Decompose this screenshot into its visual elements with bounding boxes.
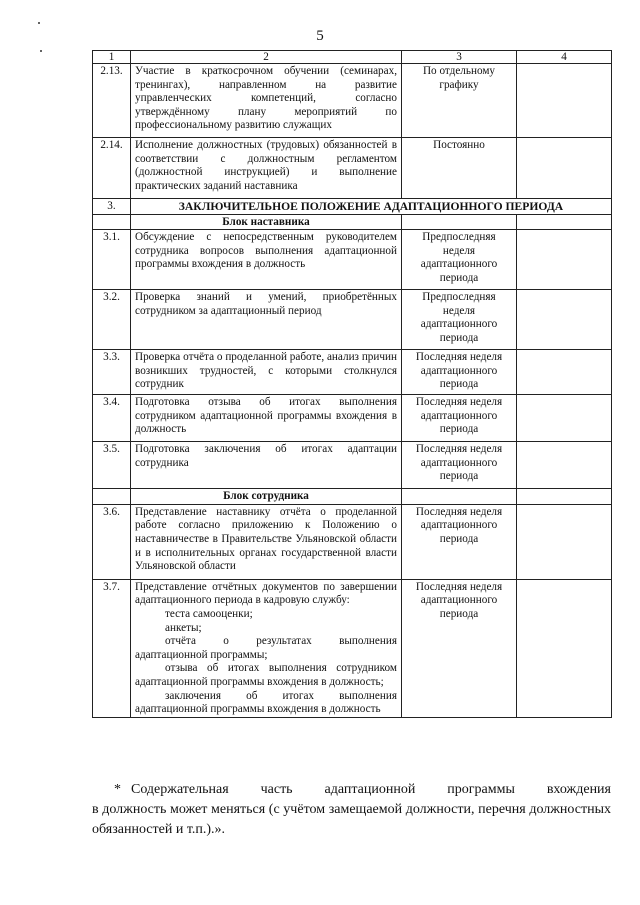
page-number: 5 (316, 28, 324, 44)
column-header-1: 1 (93, 51, 131, 64)
row-number: 3.1. (93, 230, 131, 290)
row-description: Исполнение должностных (трудовых) обязанностей в соответствии с должностным регламентом (должностной инструкцией) и выполнение практических заданий наставника (131, 138, 402, 199)
table-row-3-1 (93, 230, 612, 290)
block-row-employee (93, 489, 612, 505)
row-term: Последняя неделя адаптационного периода (402, 350, 517, 395)
row-note (517, 504, 612, 579)
adaptation-plan-table (92, 50, 612, 718)
row-term: Последняя неделя адаптационного периода (402, 442, 517, 489)
row-term: Последняя неделя адаптационного периода (402, 579, 517, 717)
footnote (92, 780, 611, 840)
block-title-mentor: Блок наставника (131, 214, 402, 230)
row-note (517, 230, 612, 290)
row-note (517, 64, 612, 138)
row-intro: Представление отчётных документов по завершении адаптационного периода в кадровую службу: (135, 580, 397, 607)
table-row-3-4 (93, 395, 612, 442)
section-number: 3. (93, 199, 131, 215)
row-number: 2.14. (93, 138, 131, 199)
table-row-2-14 (93, 138, 612, 199)
row-term: Последняя неделя адаптационного периода (402, 395, 517, 442)
section-title: ЗАКЛЮЧИТЕЛЬНОЕ ПОЛОЖЕНИЕ АДАПТАЦИОННОГО ПЕРИОДА (131, 199, 612, 215)
row-number: 3.4. (93, 395, 131, 442)
row-note (517, 138, 612, 199)
row-number: 2.13. (93, 64, 131, 138)
row-term: По отдельному графику (402, 64, 517, 138)
table-row-3-3 (93, 350, 612, 395)
row-description: Подготовка отзыва об итогах выполнения сотрудником адаптационной программы вхождения в должность (131, 395, 402, 442)
column-header-4: 4 (517, 51, 612, 64)
row-term: Последняя неделя адаптационного периода (402, 504, 517, 579)
empty-cell (93, 489, 131, 505)
column-header-2: 2 (131, 51, 402, 64)
footnote-star: * (114, 782, 121, 797)
empty-cell (402, 489, 517, 505)
block-row-mentor (93, 214, 612, 230)
list-item: отчёта о результатах выполнения адаптационной программы; (135, 635, 397, 661)
row-number: 3.6. (93, 504, 131, 579)
section-row-3 (93, 199, 612, 215)
empty-cell (402, 214, 517, 230)
row-description: Проверка знаний и умений, приобретённых сотрудником за адаптационный период (131, 290, 402, 350)
row-number: 3.5. (93, 442, 131, 489)
row-number: 3.3. (93, 350, 131, 395)
row-number: 3.2. (93, 290, 131, 350)
list-item: анкеты; (165, 621, 202, 634)
row-note (517, 395, 612, 442)
row-description (131, 579, 402, 717)
table-header-row (93, 51, 612, 64)
footnote-line-1 (92, 780, 611, 800)
list-item: отзыва об итогах выполнения сотрудником адаптационной программы вхождения в должность; (135, 662, 397, 688)
row-note (517, 579, 612, 717)
row-description: Подготовка заключения об итогах адаптации сотрудника (131, 442, 402, 489)
row-description: Проверка отчёта о проделанной работе, анализ причин возникших трудностей, с которыми столкнулся сотрудник (131, 350, 402, 395)
row-term: Предпоследняя неделя адаптационного периода (402, 230, 517, 290)
block-title-employee: Блок сотрудника (131, 489, 402, 505)
footnote-text-1: Содержательная часть адаптационной программы вхождения (131, 782, 611, 797)
table-row-3-7 (93, 579, 612, 717)
row-number: 3.7. (93, 579, 131, 717)
column-header-3: 3 (402, 51, 517, 64)
row-term: Постоянно (402, 138, 517, 199)
table-row-3-5 (93, 442, 612, 489)
row-description: Представление наставнику отчёта о проделанной работе согласно приложению к Положению о наставничестве в Правительстве Ульяновской области и в исполнительных органах государственной власти Ульяновской области (131, 504, 402, 579)
footnote-text-2: в должность может меняться (с учётом замещаемой должности, перечня должностных обязанностей и т.п.).». (92, 802, 611, 837)
row-description: Обсуждение с непосредственным руководителем сотрудника вопросов выполнения адаптационной программы вхождения в должность (131, 230, 402, 290)
row-term: Предпоследняя неделя адаптационного периода (402, 290, 517, 350)
list-item: теста самооценки; (165, 607, 253, 620)
table-row-3-6 (93, 504, 612, 579)
empty-cell (93, 214, 131, 230)
list-item: заключения об итогах выполнения адаптационной программы вхождения в должность (135, 689, 397, 716)
row-note (517, 290, 612, 350)
empty-cell (517, 214, 612, 230)
row-description: Участие в краткосрочном обучении (семинарах, тренингах), направленном на развитие управленческих компетенций, согласно утверждённому плану мероприятий по профессиональному развитию служащих (131, 64, 402, 138)
table-row-2-13 (93, 64, 612, 138)
table-row-3-2 (93, 290, 612, 350)
row-note (517, 350, 612, 395)
row-note (517, 442, 612, 489)
empty-cell (517, 489, 612, 505)
